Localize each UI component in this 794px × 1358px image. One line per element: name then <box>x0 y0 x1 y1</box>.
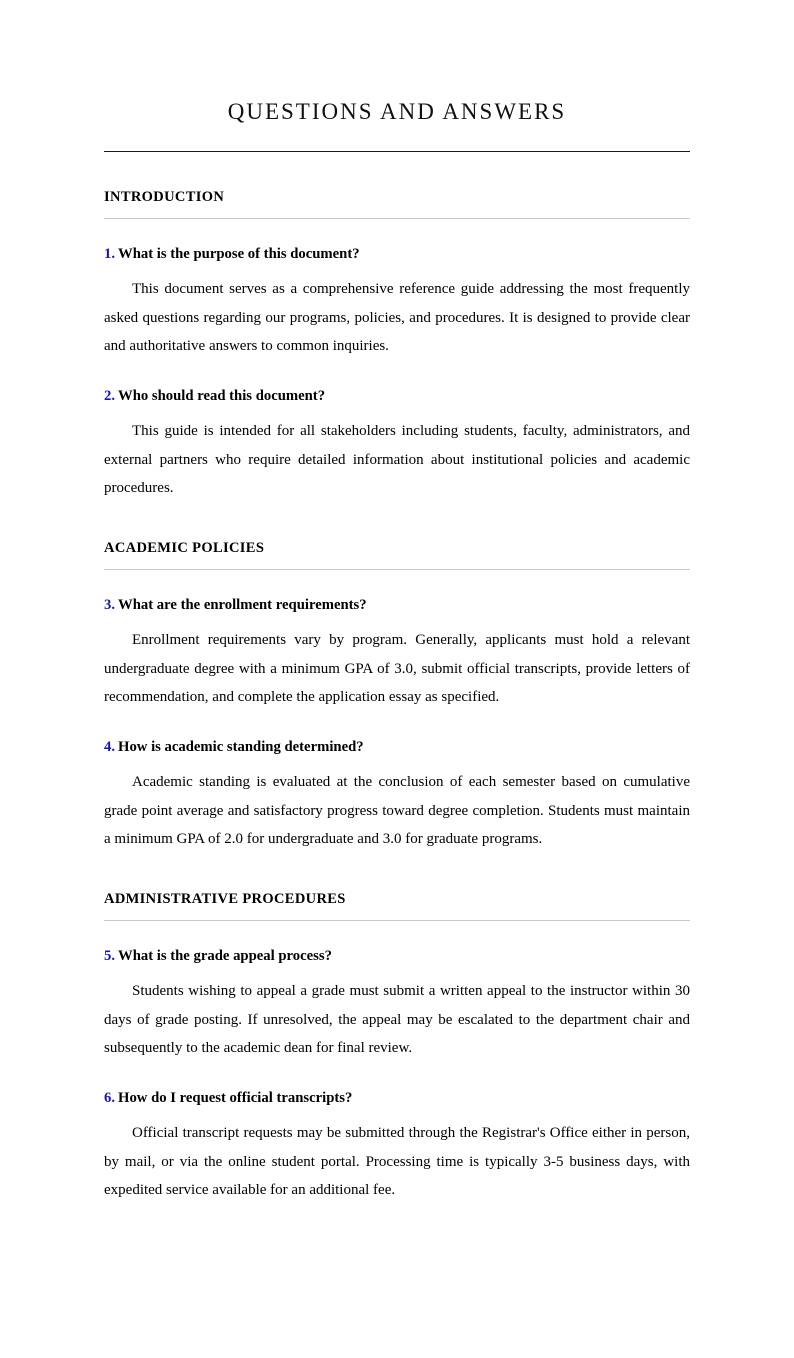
question-heading <box>104 738 690 757</box>
qa-item <box>104 738 690 854</box>
question-text: How do I request official transcripts? <box>118 1089 353 1106</box>
question-heading <box>104 387 690 406</box>
title-divider <box>104 151 690 152</box>
question-number: 3. <box>104 597 116 614</box>
question-heading <box>104 245 690 264</box>
section-administrative-procedures <box>104 890 690 1205</box>
section-divider <box>104 920 690 921</box>
question-text: What is the purpose of this document? <box>118 246 360 263</box>
qa-item <box>104 947 690 1063</box>
page-title: QUESTIONS AND ANSWERS <box>227 99 567 124</box>
question-heading <box>104 1089 690 1108</box>
question-text: What is the grade appeal process? <box>118 947 332 964</box>
section-heading: ACADEMIC POLICIES <box>104 539 265 556</box>
answer-text: This document serves as a comprehensive reference guide addressing the most frequently asked questions regarding our programs, policies, and procedures. It is designed to provide clear and authoritative answers to common inquiries. <box>104 281 690 355</box>
qa-item <box>104 387 690 503</box>
answer-text: Students wishing to appeal a grade must submit a written appeal to the instructor within 30 days of grade posting. If unresolved, the appeal may be escalated to the department chair and subsequently to the academic dean for final review. <box>104 983 690 1057</box>
question-number: 1. <box>104 246 116 263</box>
question-number: 5. <box>104 947 116 964</box>
answer-text: Official transcript requests may be submitted through the Registrar's Office either in person, by mail, or via the online student portal. Processing time is typically 3-5 business days, with expedited service available for an additional fee. <box>104 1124 690 1199</box>
qa-item <box>104 596 690 712</box>
section-academic-policies <box>104 539 690 854</box>
section-introduction <box>104 188 690 503</box>
question-text: How is academic standing determined? <box>118 738 364 755</box>
question-heading <box>104 947 690 966</box>
section-divider <box>104 218 690 219</box>
question-number: 2. <box>104 388 116 405</box>
question-text: What are the enrollment requirements? <box>118 597 367 614</box>
section-divider <box>104 569 690 570</box>
question-number: 4. <box>104 738 116 755</box>
question-number: 6. <box>104 1089 116 1106</box>
section-heading: ADMINISTRATIVE PROCEDURES <box>104 890 346 907</box>
section-heading: INTRODUCTION <box>104 189 225 206</box>
question-heading <box>104 596 690 615</box>
document-content <box>104 0 690 1205</box>
qa-item <box>104 245 690 361</box>
answer-text: This guide is intended for all stakeholders including students, faculty, administrators, and external partners who require detailed information about institutional policies and academic procedures. <box>104 423 690 497</box>
qa-item <box>104 1089 690 1205</box>
question-text: Who should read this document? <box>118 388 326 405</box>
answer-text: Enrollment requirements vary by program. Generally, applicants must hold a relevant undergraduate degree with a minimum GPA of 3.0, submit official transcripts, provide letters of recommendation, and complete the application essay as specified. <box>104 632 690 706</box>
answer-text: Academic standing is evaluated at the conclusion of each semester based on cumulative grade point average and satisfactory progress toward degree completion. Students must maintain a minimum GPA of 2.0 for undergraduate and 3.0 for graduate programs. <box>104 774 690 848</box>
